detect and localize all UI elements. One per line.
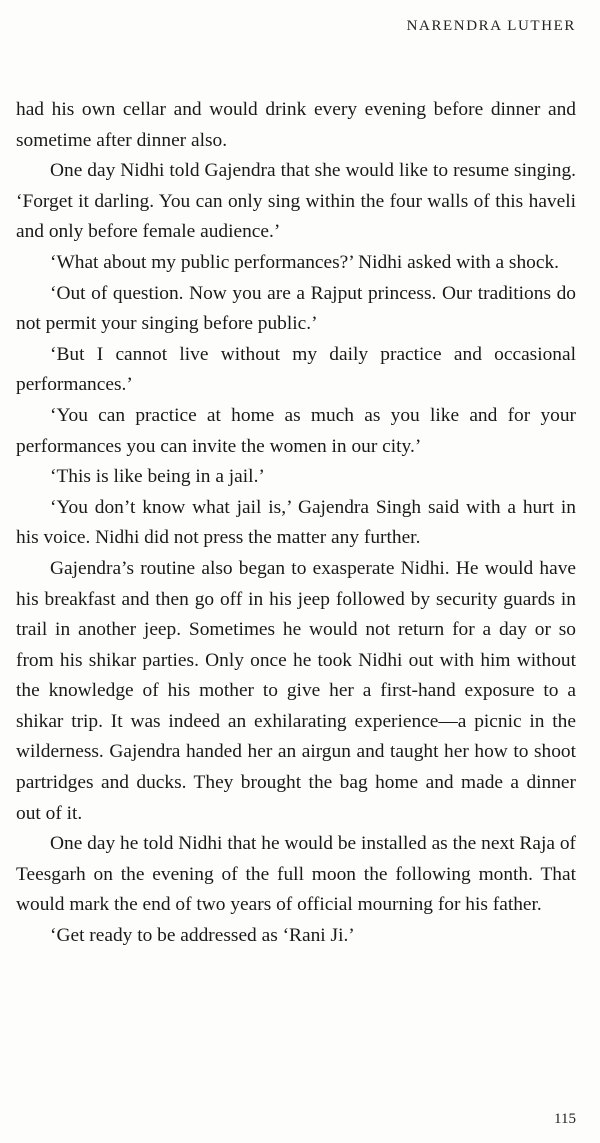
paragraph: ‘But I cannot live without my daily practice and occasional performances.’	[16, 343, 576, 396]
paragraph-continued: had his own cellar and would drink every evening before dinner and sometime after dinner also.	[16, 99, 576, 151]
running-head: NARENDRA LUTHER	[406, 18, 576, 34]
page-number: 115	[554, 1111, 576, 1127]
paragraph: ‘Out of question. Now you are a Rajput princess. Our traditions do not permit your singing before public.’	[16, 282, 576, 335]
body-text	[16, 95, 576, 952]
paragraph: ‘This is like being in a jail.’	[50, 466, 265, 488]
paragraph: One day Nidhi told Gajendra that she would like to resume singing. ‘Forget it darling. You can only sing within the four walls of this haveli and only before female audience.’	[16, 160, 576, 243]
paragraph: ‘You don’t know what jail is,’ Gajendra Singh said with a hurt in his voice. Nidhi did not press the matter any further.	[16, 496, 576, 549]
paragraph: ‘What about my public performances?’ Nidhi asked with a shock.	[50, 251, 560, 273]
paragraph: One day he told Nidhi that he would be installed as the next Raja of Teesgarh on the evening of the full moon the following month. That would mark the end of two years of official mourning for his father.	[16, 833, 576, 916]
paragraph: ‘Get ready to be addressed as ‘Rani Ji.’	[50, 925, 355, 947]
paragraph: ‘You can practice at home as much as you like and for your performances you can invite the women in our city.’	[16, 404, 576, 457]
paragraph: Gajendra’s routine also began to exasperate Nidhi. He would have his breakfast and then go off in his jeep followed by security guards in trail in another jeep. Sometimes he would not return for a day or so from his shikar parties. Only once he took Nidhi out with him without the knowledge of his mother to give her a first-hand exposure to a shikar trip. It was indeed an exhilarating experience—a picnic in the wilderness. Gajendra handed her an airgun and taught her how to shoot partridges and ducks. They brought the bag home and made a dinner out of it.	[16, 557, 576, 824]
